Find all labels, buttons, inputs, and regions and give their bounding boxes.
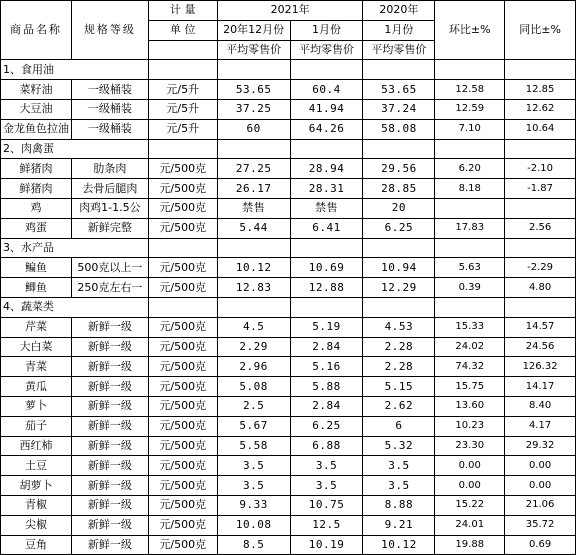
table-row [1,357,576,377]
mom-change: 23.30 [435,436,505,456]
yoy-change: 14.17 [505,377,576,397]
item-spec: 新鲜一级 [71,535,148,555]
item-unit: 元/500克 [148,218,217,238]
item-name: 青椒 [1,495,72,515]
section-empty-cell [148,297,217,317]
price-dec-2020: 10.12 [217,258,290,278]
yoy-change: 35.72 [505,515,576,535]
section-empty-cell [217,139,290,159]
table-row [1,278,576,298]
section-empty-cell [363,60,435,80]
item-name: 茄子 [1,416,72,436]
table-row [1,218,576,238]
price-jan-2021: 60.4 [290,80,363,100]
item-name: 胡萝卜 [1,476,72,496]
section-blank [71,139,148,159]
section-empty-cell [148,139,217,159]
price-jan-2021: 28.31 [290,179,363,199]
section-empty-cell [148,238,217,258]
item-spec: 新鲜一级 [71,377,148,397]
price-jan-2021: 禁售 [290,198,363,218]
table-row [1,535,576,555]
section-title: 4、蔬菜类 [1,297,72,317]
item-spec: 新鲜一级 [71,396,148,416]
yoy-change: 8.40 [505,396,576,416]
price-jan-2021: 12.88 [290,278,363,298]
price-jan-2020: 28.85 [363,179,435,199]
table-row [1,258,576,278]
price-dec-2020: 5.67 [217,416,290,436]
item-spec: 去骨后腿肉 [71,179,148,199]
item-spec: 250克左右一 [71,278,148,298]
header-avg-price-dec: 平均零售价 [217,40,290,60]
price-dec-2020: 5.08 [217,377,290,397]
mom-change: 24.02 [435,337,505,357]
price-jan-2020: 2.62 [363,396,435,416]
section-empty-cell [505,139,576,159]
item-unit: 元/500克 [148,416,217,436]
price-jan-2020: 20 [363,198,435,218]
section-row [1,60,576,80]
price-jan-2021: 10.75 [290,495,363,515]
yoy-change: 4.80 [505,278,576,298]
yoy-change: -1.87 [505,179,576,199]
price-dec-2020: 2.5 [217,396,290,416]
mom-change: 0.00 [435,476,505,496]
table-row [1,317,576,337]
section-empty-cell [435,238,505,258]
header-jan-2020: 1月份 [363,20,435,40]
section-empty-cell [217,60,290,80]
item-unit: 元/500克 [148,357,217,377]
table-row [1,416,576,436]
table-row [1,456,576,476]
item-spec: 新鲜一级 [71,495,148,515]
section-empty-cell [290,60,363,80]
price-dec-2020: 2.96 [217,357,290,377]
yoy-change: 21.06 [505,495,576,515]
table-row [1,436,576,456]
header-yoy: 同比±% [505,1,576,60]
price-dec-2020: 60 [217,119,290,139]
mom-change: 13.60 [435,396,505,416]
item-name: 大白菜 [1,337,72,357]
mom-change [435,198,505,218]
price-dec-2020: 10.08 [217,515,290,535]
section-title: 1、食用油 [1,60,72,80]
header-mom: 环比±% [435,1,505,60]
item-spec: 新鲜一级 [71,317,148,337]
item-name: 鳊鱼 [1,258,72,278]
item-unit: 元/500克 [148,535,217,555]
section-empty-cell [290,139,363,159]
item-name: 鲜猪肉 [1,159,72,179]
price-jan-2021: 6.25 [290,416,363,436]
yoy-change: 0.00 [505,476,576,496]
table-row [1,80,576,100]
section-empty-cell [505,297,576,317]
mom-change: 0.39 [435,278,505,298]
header-unit-top: 计 量 [148,1,217,21]
price-jan-2020: 8.88 [363,495,435,515]
mom-change: 6.20 [435,159,505,179]
section-row [1,297,576,317]
price-dec-2020: 26.17 [217,179,290,199]
yoy-change: 14.57 [505,317,576,337]
table-row [1,396,576,416]
yoy-change: -2.10 [505,159,576,179]
header-year-2021: 2021年 [217,1,363,21]
mom-change: 19.88 [435,535,505,555]
section-title: 2、肉禽蛋 [1,139,72,159]
section-blank [71,238,148,258]
price-jan-2020: 12.29 [363,278,435,298]
price-jan-2020: 53.65 [363,80,435,100]
item-unit: 元/500克 [148,198,217,218]
price-dec-2020: 37.25 [217,99,290,119]
section-blank [71,297,148,317]
item-unit: 元/5升 [148,99,217,119]
item-unit: 元/500克 [148,515,217,535]
section-empty-cell [435,297,505,317]
item-name: 尖椒 [1,515,72,535]
table-row [1,476,576,496]
item-spec: 肉鸡1-1.5公 [71,198,148,218]
price-jan-2021: 5.16 [290,357,363,377]
price-dec-2020: 2.29 [217,337,290,357]
yoy-change: 4.17 [505,416,576,436]
table-row [1,119,576,139]
item-unit: 元/500克 [148,456,217,476]
item-name: 豆角 [1,535,72,555]
section-empty-cell [290,238,363,258]
item-spec: 一级桶装 [71,119,148,139]
header-dec-2020: 20年12月份 [217,20,290,40]
price-jan-2021: 12.5 [290,515,363,535]
mom-change: 5.63 [435,258,505,278]
section-row [1,139,576,159]
yoy-change: 12.62 [505,99,576,119]
header-row-1 [1,1,576,21]
section-empty-cell [217,238,290,258]
price-jan-2021: 5.88 [290,377,363,397]
item-name: 大豆油 [1,99,72,119]
price-jan-2020: 58.08 [363,119,435,139]
price-jan-2021: 41.94 [290,99,363,119]
mom-change: 10.23 [435,416,505,436]
item-spec: 肋条肉 [71,159,148,179]
mom-change: 15.75 [435,377,505,397]
mom-change: 74.32 [435,357,505,377]
price-jan-2020: 37.24 [363,99,435,119]
item-unit: 元/500克 [148,396,217,416]
item-spec: 一级桶装 [71,99,148,119]
price-jan-2020: 9.21 [363,515,435,535]
mom-change: 24.01 [435,515,505,535]
yoy-change: 24.56 [505,337,576,357]
item-unit: 元/500克 [148,258,217,278]
price-dec-2020: 53.65 [217,80,290,100]
price-jan-2020: 10.94 [363,258,435,278]
price-jan-2020: 6.25 [363,218,435,238]
price-dec-2020: 27.25 [217,159,290,179]
item-unit: 元/500克 [148,476,217,496]
price-jan-2020: 29.56 [363,159,435,179]
item-name: 黄瓜 [1,377,72,397]
item-unit: 元/500克 [148,278,217,298]
item-name: 西红柿 [1,436,72,456]
item-spec: 新鲜一级 [71,476,148,496]
section-empty-cell [363,238,435,258]
section-empty-cell [505,238,576,258]
mom-change: 12.59 [435,99,505,119]
item-spec: 500克以上一 [71,258,148,278]
yoy-change: 0.00 [505,456,576,476]
header-jan-2021: 1月份 [290,20,363,40]
item-name: 鸡蛋 [1,218,72,238]
item-unit: 元/500克 [148,337,217,357]
yoy-change: -2.29 [505,258,576,278]
section-blank [71,60,148,80]
item-spec: 新鲜一级 [71,436,148,456]
price-jan-2021: 2.84 [290,396,363,416]
price-dec-2020: 12.83 [217,278,290,298]
mom-change: 15.33 [435,317,505,337]
item-spec: 新鲜完整 [71,218,148,238]
header-year-2020: 2020年 [363,1,435,21]
mom-change: 15.22 [435,495,505,515]
item-unit: 元/500克 [148,377,217,397]
yoy-change [505,198,576,218]
section-empty-cell [435,139,505,159]
item-name: 土豆 [1,456,72,476]
item-spec: 新鲜一级 [71,416,148,436]
item-name: 萝卜 [1,396,72,416]
price-jan-2021: 5.19 [290,317,363,337]
table-row [1,515,576,535]
item-unit: 元/5升 [148,80,217,100]
item-name: 鲜猪肉 [1,179,72,199]
mom-change: 12.58 [435,80,505,100]
price-dec-2020: 5.44 [217,218,290,238]
item-spec: 新鲜一级 [71,456,148,476]
table-row [1,159,576,179]
price-dec-2020: 禁售 [217,198,290,218]
table-row [1,99,576,119]
yoy-change: 0.69 [505,535,576,555]
price-dec-2020: 9.33 [217,495,290,515]
header-spec: 规格等级 [71,1,148,60]
yoy-change: 10.64 [505,119,576,139]
price-jan-2021: 28.94 [290,159,363,179]
item-name: 青菜 [1,357,72,377]
table-row [1,179,576,199]
item-name: 金龙鱼色拉油 [1,119,72,139]
section-empty-cell [363,139,435,159]
item-name: 芹菜 [1,317,72,337]
price-jan-2020: 3.5 [363,476,435,496]
header-avg-price-jan20: 平均零售价 [363,40,435,60]
item-name: 鲫鱼 [1,278,72,298]
item-unit: 元/500克 [148,436,217,456]
price-dec-2020: 5.58 [217,436,290,456]
table-row [1,495,576,515]
price-jan-2021: 6.88 [290,436,363,456]
section-row [1,238,576,258]
item-spec: 一级桶装 [71,80,148,100]
price-jan-2020: 5.15 [363,377,435,397]
price-jan-2020: 10.12 [363,535,435,555]
section-empty-cell [217,297,290,317]
price-dec-2020: 4.5 [217,317,290,337]
price-jan-2020: 4.53 [363,317,435,337]
item-spec: 新鲜一级 [71,337,148,357]
yoy-change: 2.56 [505,218,576,238]
yoy-change: 29.32 [505,436,576,456]
section-empty-cell [148,60,217,80]
price-jan-2021: 2.84 [290,337,363,357]
price-jan-2021: 3.5 [290,456,363,476]
section-empty-cell [435,60,505,80]
header-avg-price-jan21: 平均零售价 [290,40,363,60]
price-jan-2021: 10.19 [290,535,363,555]
yoy-change: 126.32 [505,357,576,377]
section-empty-cell [505,60,576,80]
table-row [1,198,576,218]
table-row [1,377,576,397]
price-jan-2020: 2.28 [363,337,435,357]
price-jan-2020: 5.32 [363,436,435,456]
item-unit: 元/500克 [148,159,217,179]
price-jan-2021: 64.26 [290,119,363,139]
item-unit: 元/500克 [148,317,217,337]
item-name: 菜籽油 [1,80,72,100]
item-unit: 元/5升 [148,119,217,139]
item-unit: 元/500克 [148,179,217,199]
item-name: 鸡 [1,198,72,218]
section-empty-cell [363,297,435,317]
mom-change: 0.00 [435,456,505,476]
header-unit-blank [148,40,217,60]
section-title: 3、水产品 [1,238,72,258]
mom-change: 7.10 [435,119,505,139]
header-unit-bottom: 单 位 [148,20,217,40]
section-empty-cell [290,297,363,317]
item-spec: 新鲜一级 [71,357,148,377]
price-jan-2020: 6 [363,416,435,436]
mom-change: 8.18 [435,179,505,199]
item-spec: 新鲜一级 [71,515,148,535]
price-dec-2020: 3.5 [217,456,290,476]
header-name: 商品名称 [1,1,72,60]
price-jan-2021: 6.41 [290,218,363,238]
price-jan-2020: 3.5 [363,456,435,476]
price-dec-2020: 8.5 [217,535,290,555]
price-dec-2020: 3.5 [217,476,290,496]
item-unit: 元/500克 [148,495,217,515]
price-jan-2021: 3.5 [290,476,363,496]
table-row [1,337,576,357]
mom-change: 17.83 [435,218,505,238]
price-jan-2021: 10.69 [290,258,363,278]
price-jan-2020: 2.28 [363,357,435,377]
yoy-change: 12.85 [505,80,576,100]
